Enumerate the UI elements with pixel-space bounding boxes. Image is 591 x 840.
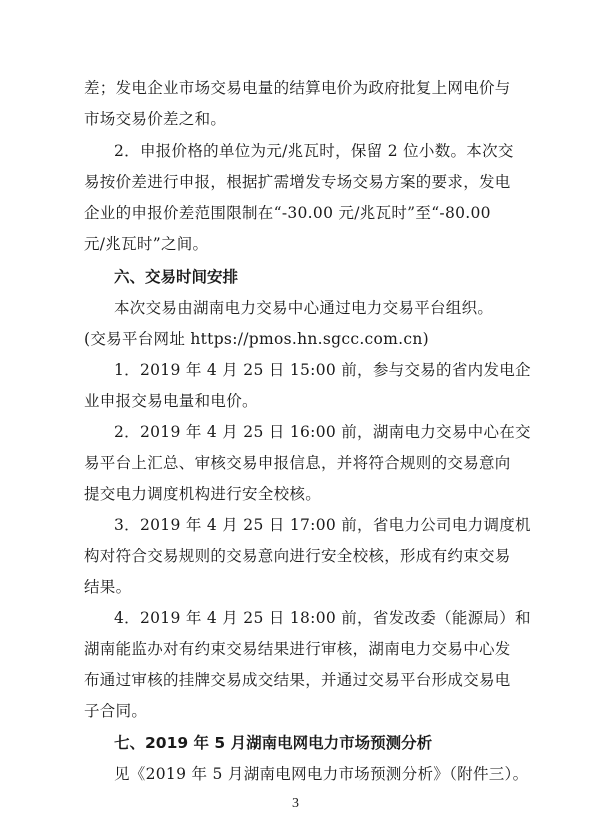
paragraph-line: 见《2019 年 5 月湖南电网电力市场预测分析》（附件三）。 bbox=[114, 765, 529, 783]
paragraph-line: 湖南能监办对有约束交易结果进行审核，湖南电力交易中心发 bbox=[84, 640, 511, 658]
section-heading: 六、交易时间安排 bbox=[114, 268, 239, 286]
paragraph-line: 构对符合交易规则的交易意向进行安全校核，形成有约束交易 bbox=[84, 547, 511, 565]
paragraph-line: 布通过审核的挂牌交易成交结果，并通过交易平台形成交易电 bbox=[84, 671, 511, 689]
paragraph-line: 子合同。 bbox=[84, 702, 148, 720]
paragraph-line: 易按价差进行申报，根据扩需增发专场交易方案的要求，发电 bbox=[84, 173, 511, 191]
page-number: 3 bbox=[292, 796, 299, 811]
paragraph-line: 2．2019 年 4 月 25 日 16:00 前，湖南电力交易中心在交 bbox=[114, 423, 531, 441]
paragraph-line: 提交电力调度机构进行安全校核。 bbox=[84, 485, 322, 503]
section-heading: 七、2019 年 5 月湖南电网电力市场预测分析 bbox=[114, 734, 433, 752]
paragraph-line: 业申报交易电量和电价。 bbox=[84, 392, 258, 410]
paragraph-line: 4．2019 年 4 月 25 日 18:00 前，省发改委（能源局）和 bbox=[114, 609, 531, 627]
paragraph-line: 1．2019 年 4 月 25 日 15:00 前，参与交易的省内发电企 bbox=[114, 361, 531, 379]
paragraph-line: (交易平台网址 https://pmos.hn.sgcc.com.cn) bbox=[84, 330, 429, 348]
paragraph-line: 3．2019 年 4 月 25 日 17:00 前，省电力公司电力调度机 bbox=[114, 516, 531, 534]
paragraph-line: 差；发电企业市场交易电量的结算电价为政府批复上网电价与 bbox=[84, 79, 511, 97]
paragraph-line: 结果。 bbox=[84, 578, 132, 596]
paragraph-line: 本次交易由湖南电力交易中心通过电力交易平台组织。 bbox=[114, 299, 494, 317]
paragraph-line: 2．申报价格的单位为元/兆瓦时，保留 2 位小数。本次交 bbox=[114, 142, 514, 160]
paragraph-line: 易平台上汇总、审核交易申报信息，并将符合规则的交易意向 bbox=[84, 454, 511, 472]
paragraph-line: 市场交易价差之和。 bbox=[84, 110, 227, 128]
paragraph-line: 企业的申报价差范围限制在“-30.00 元/兆瓦时”至“-80.00 bbox=[84, 204, 491, 222]
paragraph-line: 元/兆瓦时”之间。 bbox=[84, 235, 209, 253]
